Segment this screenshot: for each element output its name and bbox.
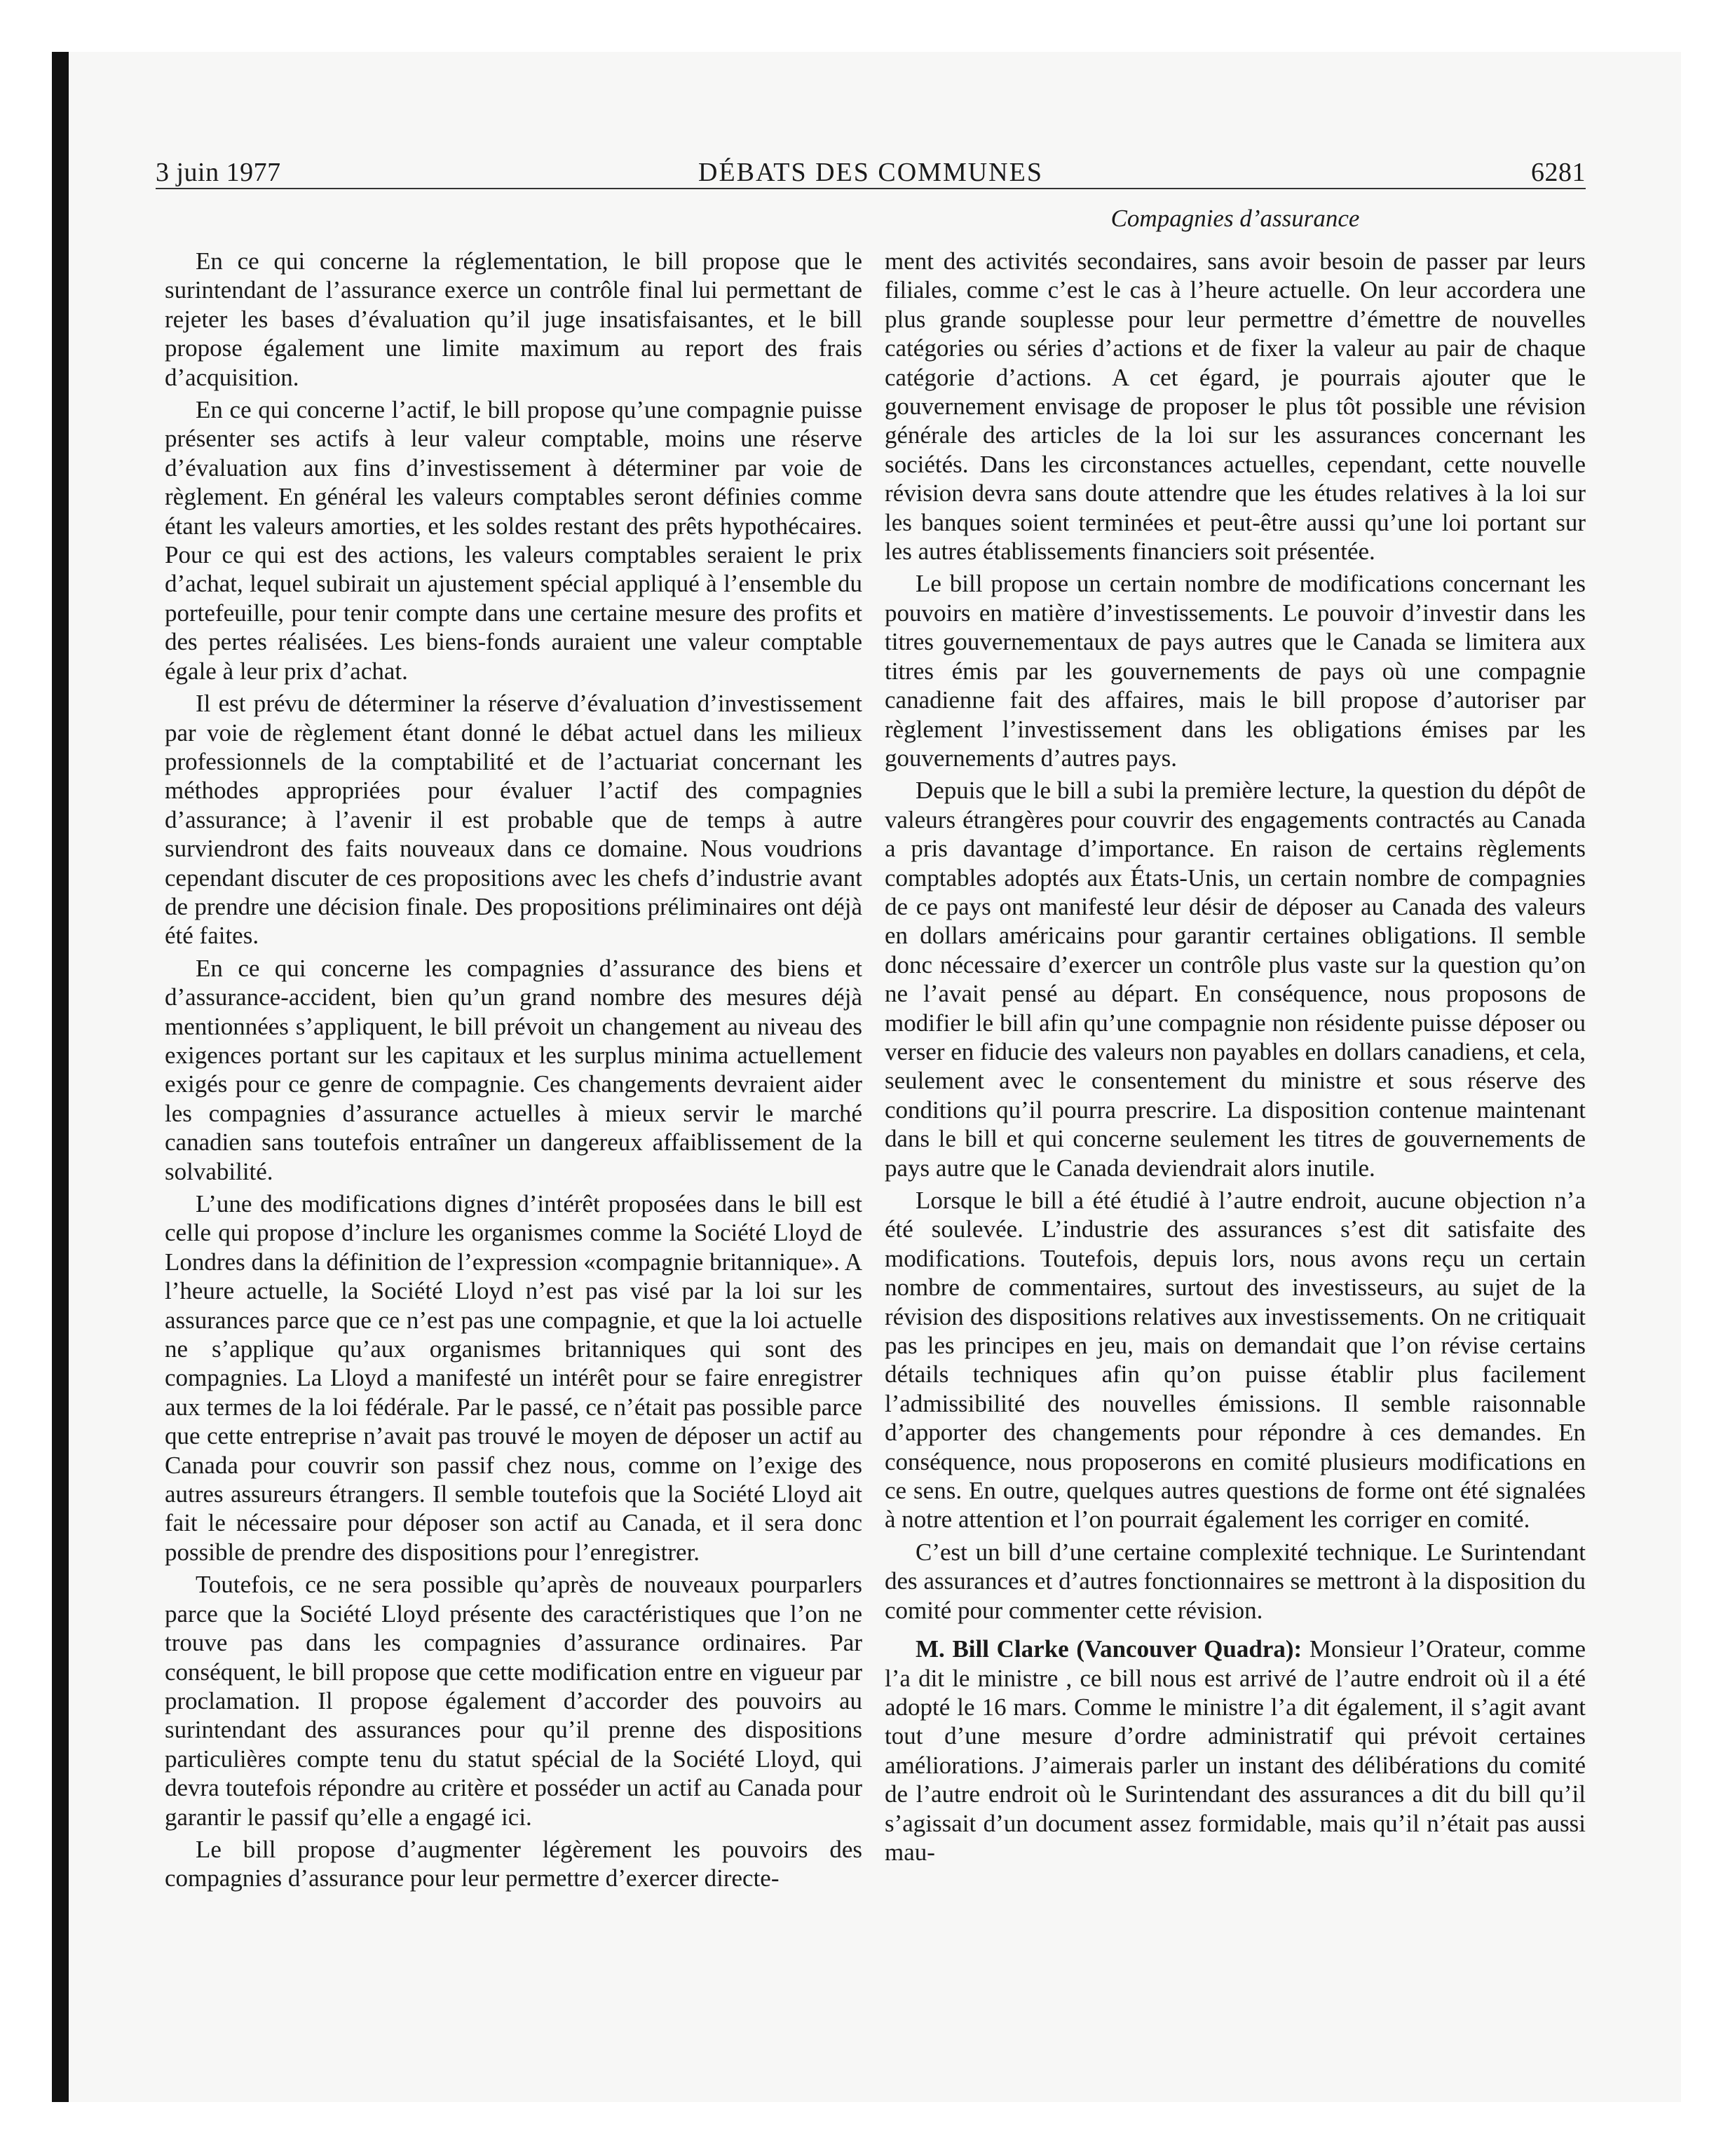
paragraph: En ce qui concerne la réglementation, le bill propose que le surintendant de l’assurance exerce un contrôle final lui permettant de rejeter les bases d’évaluation qu’il juge insatisfaisantes, et le bill propose également une limite maximum au report des frais d’acquisition. (165, 247, 862, 391)
paragraph: En ce qui concerne l’actif, le bill propose qu’une compagnie puisse présenter ses actifs à leur valeur comptable, moins une réserve d’évaluation aux fins d’investissement à déterminer par voie de règlement. En général les valeurs comptables seront définies comme étant les valeurs amorties, et les soldes restant des prêts hypothécaires. Pour ce qui est des actions, les valeurs comptables seraient le prix d’achat, lequel subirait un ajustement spécial appliqué à l’ensemble du portefeuille, pour tenir compte dans une certaine mesure des profits et des pertes réalisées. Les biens-fonds auraient une valeur comptable égale à leur prix d’achat. (165, 396, 862, 685)
header-date: 3 juin 1977 (156, 158, 281, 187)
paragraph: Le bill propose d’augmenter légèrement les pouvoirs des compagnies d’assurance pour leur permettre d’exercer directe- (165, 1835, 862, 1892)
paragraph: Toutefois, ce ne sera possible qu’après de nouveaux pourparlers parce que la Société Lloyd présente des caractéristiques que l’on ne trouve pas dans les compagnies d’assurance ordinaires. Par conséquent, le bill propose que cette modification entre en vigueur par proclamation. Il propose également d’accorder des pouvoirs au surintendant des assurances pour qu’il prenne des dispositions particulières compte tenu du statut spécial de la Société Lloyd, qui devra toutefois répondre au critère et posséder un actif au Canada pour garantir le passif qu’elle a engagé ici. (165, 1571, 862, 1831)
paragraph: Il est prévu de déterminer la réserve d’évaluation d’investissement par voie de règlement étant donné le débat actuel dans les milieux professionnels de la comptabilité et de l’actuariat concernant les méthodes appropriées pour évaluer l’actif des compagnies d’assurance; à l’avenir il est probable que de temps à autre surviendront des faits nouveaux dans ce domaine. Nous voudrions cependant discuter de ces propositions avec les chefs d’industrie avant de prendre une décision finale. Des propositions préliminaires ont déjà été faites. (165, 690, 862, 950)
paragraph: C’est un bill d’une certaine complexité technique. Le Surintendant des assurances et d’autres fonctionnaires se mettront à la disposition du comité pour commenter cette révision. (885, 1538, 1586, 1624)
paragraph-continued: ment des activités secondaires, sans avoir besoin de passer par leurs filiales, comme c’est le cas à l’heure actuelle. On leur accordera une plus grande souplesse pour leur permettre d’émettre de nouvelles catégories ou séries d’actions et de fixer la valeur au pair de chaque catégorie d’actions. A cet égard, je pourrais ajouter que le gouvernement envisage de proposer le plus tôt possible une révision générale des articles de la loi sur les assurances concernant les sociétés. Dans les circonstances actuelles, cependant, cette nouvelle révision devra sans doute attendre que les études relatives à la loi sur les banques soient terminées et peut-être aussi qu’une loi portant sur les autres établissements financiers soit présentée. (885, 247, 1586, 566)
section-title: Compagnies d’assurance (1110, 205, 1360, 232)
left-column (165, 247, 862, 1897)
speaker-name: M. Bill Clarke (Vancouver Quadra): (916, 1635, 1302, 1663)
right-column (885, 247, 1586, 1870)
page-header (156, 151, 1586, 192)
scan-border (52, 52, 69, 2102)
paragraph: Lorsque le bill a été étudié à l’autre endroit, aucune objection n’a été soulevée. L’industrie des assurances s’est dit satisfaite des modifications. Toutefois, depuis lors, nous avons reçu un certain nombre de commentaires, surtout des investisseurs, au sujet de la révision des dispositions relatives aux investissements. On ne critiquait pas les principes en jeu, mais on demandait que l’on révise certains détails techniques afin qu’on puisse établir plus facilement l’admissibilité des nouvelles émissions. Il semble raisonnable d’apporter des changements pour répondre à ces demandes. En conséquence, nous proposerons en comité plusieurs modifications en ce sens. En outre, quelques autres questions de forme ont été signalées à notre attention et l’on pourrait également les corriger en comité. (885, 1187, 1586, 1534)
speech-paragraph (885, 1635, 1586, 1867)
paragraph: En ce qui concerne les compagnies d’assurance des biens et d’assurance-accident, bien qu’un grand nombre des mesures déjà mentionnées s’appliquent, le bill prévoit un changement au niveau des exigences portant sur les capitaux et les surplus minima actuellement exigés pour ce genre de compagnie. Ces changements devraient aider les compagnies d’assurance actuelles à mieux servir le marché canadien sans toutefois entraîner un dangereux affaiblissement de la solvabilité. (165, 954, 862, 1185)
header-rule (156, 188, 1586, 189)
speech-text: Monsieur l’Orateur, comme l’a dit le ministre , ce bill nous est arrivé de l’autre endroit où il a été adopté le 16 mars. Comme le ministre l’a dit également, il s’agit avant tout d’une mesure d’ordre administratif qui prévoit certaines améliorations. J’aimerais parler un instant des délibérations du comité de l’autre endroit où le Surintendant des assurances a dit du bill qu’il s’agissait d’un document assez formidable, mais qu’il n’était pas aussi mau- (885, 1635, 1586, 1866)
header-page-number: 6281 (1531, 158, 1586, 187)
paragraph: Le bill propose un certain nombre de modifications concernant les pouvoirs en matière d’investissements. Le pouvoir d’investir dans les titres gouvernementaux de pays autres que le Canada se limitera aux titres émis par les gouvernements de pays où une compagnie canadienne fait des affaires, mais le bill propose d’autoriser par règlement l’investissement dans les obligations émises par les gouvernements d’autres pays. (885, 570, 1586, 772)
paragraph: L’une des modifications dignes d’intérêt proposées dans le bill est celle qui propose d’inclure les organismes comme la Société Lloyd de Londres dans la définition de l’expression «compagnie britannique». A l’heure actuelle, la Société Lloyd n’est pas visé par la loi sur les assurances parce que ce n’est pas une compagnie, et que la loi actuelle ne s’applique qu’aux organismes britanniques qui sont des compagnies. La Lloyd a manifesté un intérêt pour se faire enregistrer aux termes de la loi fédérale. Par le passé, ce n’était pas possible parce que cette entreprise n’avait pas trouvé le moyen de déposer un actif au Canada pour couvrir son passif chez nous, comme on l’exige des autres assureurs étrangers. Il semble toutefois que la Société Lloyd ait fait le nécessaire pour déposer son actif au Canada, et il sera donc possible de prendre des dispositions pour l’enregistrer. (165, 1190, 862, 1566)
header-journal-title: DÉBATS DES COMMUNES (698, 158, 1043, 187)
paragraph: Depuis que le bill a subi la première lecture, la question du dépôt de valeurs étrangères pour couvrir des engagements contractés au Canada a pris davantage d’importance. En raison de certains règlements comptables adoptés aux États-Unis, un certain nombre de compagnies de ce pays ont manifesté leur désir de déposer au Canada des valeurs en dollars américains pour garantir certaines obligations. Il semble donc nécessaire d’exercer un contrôle plus vaste sur la question qu’on ne l’avait pensé au départ. En conséquence, nous proposons de modifier le bill afin qu’une compagnie non résidente puisse déposer ou verser en fiducie des valeurs non payables en dollars canadiens, et cela, seulement avec le consentement du ministre et sous réserve des conditions qu’il pourra prescrire. La disposition contenue maintenant dans le bill et qui concerne seulement les titres de gouvernements de pays autre que le Canada deviendrait alors inutile. (885, 777, 1586, 1182)
